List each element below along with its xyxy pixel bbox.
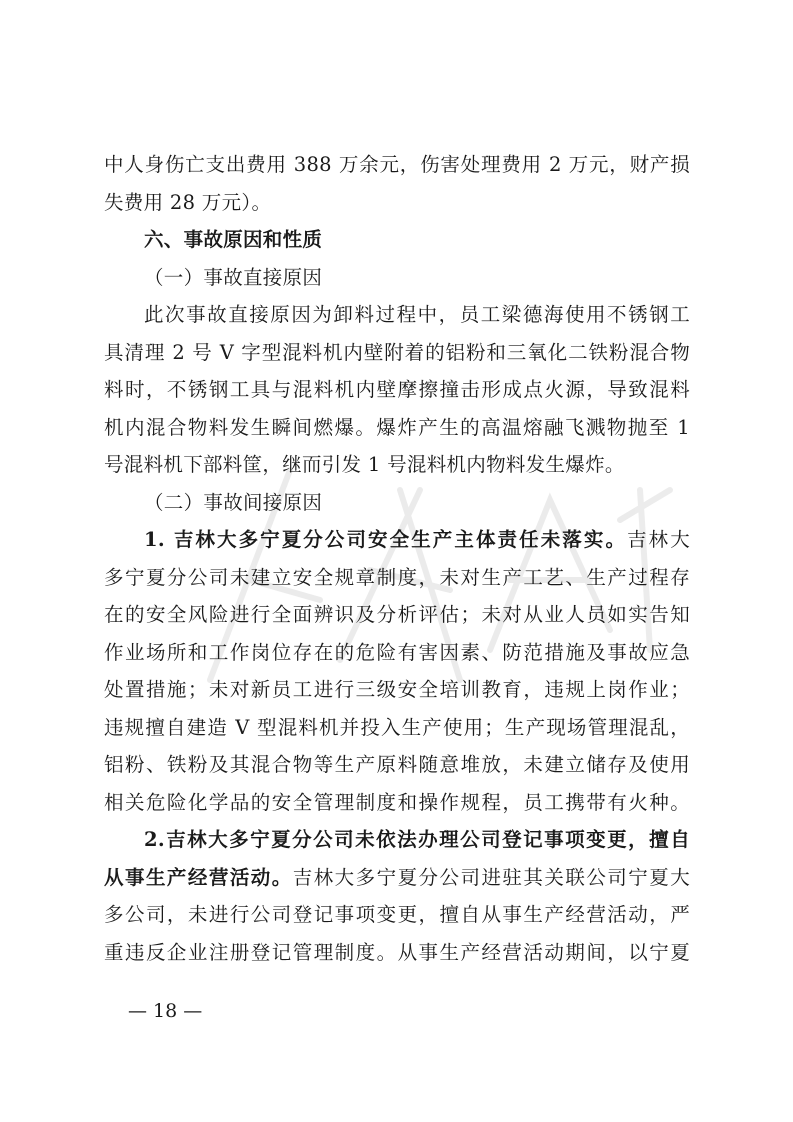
paragraph-text: 吉林大多宁夏分公司进驻其关联公司宁夏大 [292, 865, 690, 889]
body-line: 多宁夏分公司未建立安全规章制度，未对生产工艺、生产过程存 [104, 565, 690, 589]
body-line: 违规擅自建造 V 型混料机并投入生产使用；生产现场管理混乱， [104, 715, 690, 739]
body-line: 具清理 2 号 V 字型混料机内壁附着的铝粉和三氧化二铁粉混合物 [104, 340, 690, 364]
body-line: 多公司，未进行公司登记事项变更，擅自从事生产经营活动，严 [104, 903, 690, 926]
body-line: 铝粉、铁粉及其混合物等生产原料随意堆放，未建立储存及使用 [104, 753, 690, 776]
document-body [104, 146, 690, 971]
paragraph-line [104, 859, 690, 897]
body-line: 在的安全风险进行全面辨识及分析评估；未对从业人员如实告知 [104, 603, 690, 626]
body-line: 号混料机下部料筐，继而引发 1 号混料机内物料发生爆炸。 [104, 453, 625, 476]
body-line: 作业场所和工作岗位存在的危险有害因素、防范措施及事故应急 [104, 640, 690, 664]
body-line: 机内混合物料发生瞬间燃爆。爆炸产生的高温熔融飞溅物抛至 1 [104, 415, 690, 439]
body-line: 此次事故直接原因为卸料过程中，员工梁德海使用不锈钢工 [144, 303, 690, 326]
section-heading: 六、事故原因和性质 [144, 228, 323, 251]
body-line: 处置措施；未对新员工进行三级安全培训教育，违规上岗作业； [104, 678, 690, 701]
subsection-heading: （一）事故直接原因 [144, 265, 323, 289]
body-line: 中人身伤亡支出费用 388 万余元，伤害处理费用 2 万元，财产损 [104, 153, 690, 176]
body-line: 料时，不锈钢工具与混料机内壁摩擦撞击形成点火源，导致混料 [104, 378, 690, 401]
page-number: — 18 — [128, 1000, 203, 1022]
paragraph-lead-bold: 1. 吉林大多宁夏分公司安全生产主体责任未落实。 [144, 528, 628, 551]
paragraph-text: 吉林大 [627, 528, 690, 551]
body-line: 相关危险化学品的安全管理制度和操作规程，员工携带有火种。 [104, 790, 690, 814]
paragraph-line [104, 521, 690, 559]
body-line: 失费用 28 万元）。 [104, 190, 272, 214]
subsection-heading: （二）事故间接原因 [144, 490, 323, 514]
paragraph-lead-bold: 2.吉林大多宁夏分公司未依法办理公司登记事项变更，擅自 [144, 828, 690, 851]
paragraph-lead-bold: 从事生产经营活动。 [104, 865, 293, 889]
body-line: 重违反企业注册登记管理制度。从事生产经营活动期间，以宁夏 [104, 940, 690, 964]
